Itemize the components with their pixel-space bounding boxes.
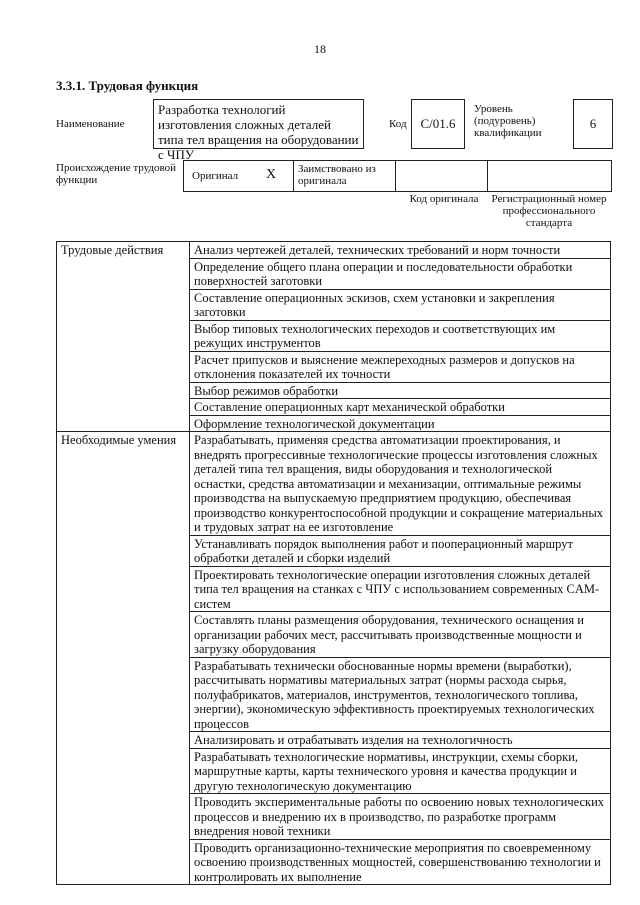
skill-item: Разрабатывать, применяя средства автоматизации проектирования, и внедрять прогрессивные технологические процессы изготовления сложных деталей типа тел вращения, виды оборудования и технологической оснастки, средства автоматизации и механизации, оптимальные режимы производства на выпускаемую предприятием продукцию, обеспечивая производство конкурентоспособной продукции и сокращение материальных и трудовых затрат на ее изготовление xyxy=(190,432,611,536)
labor-action-item: Выбор типовых технологических переходов и соответствующих им режущих инструментов xyxy=(190,320,611,351)
labor-action-item: Анализ чертежей деталей, технических требований и норм точности xyxy=(190,242,611,259)
labor-action-row xyxy=(57,242,611,259)
origin-reg-number-cell xyxy=(488,161,612,191)
function-name-box: Разработка технологий изготовления сложных деталей типа тел вращения на оборудовании с ЧПУ xyxy=(153,99,364,149)
labor-action-item: Определение общего плана операции и последовательности обработки поверхностей заготовки xyxy=(190,258,611,289)
origin-original-mark: X xyxy=(266,167,277,182)
qualification-level-box: 6 xyxy=(573,99,613,149)
code-value-box: C/01.6 xyxy=(411,99,465,149)
skill-item: Проводить организационно-технические мероприятия по своевременному освоению производственных мощностей, совершенствованию технологии и контролировать их выполнение xyxy=(190,839,611,885)
labor-action-category: Трудовые действия xyxy=(57,242,190,432)
skill-item: Проводить экспериментальные работы по освоению новых технологических процессов и внедрению их в производство, по разработке программ внедрения новой техники xyxy=(190,794,611,840)
skill-item: Разрабатывать технологические нормативы, инструкции, схемы сборки, маршрутные карты, карты технического уровня и качества продукции и другую технологическую документацию xyxy=(190,748,611,794)
origin-row xyxy=(183,160,612,192)
labor-action-item: Расчет припусков и выяснение межпереходных размеров и допусков на отклонения показателей их точности xyxy=(190,351,611,382)
skill-item: Разрабатывать технически обоснованные нормы времени (выработки), рассчитывать нормативы материальных затрат (нормы расхода сырья, полуфабрикатов, материалов, инструментов, технологического топлива, энергии), экономическую эффективность проектируемых технологических процессов xyxy=(190,657,611,732)
section-title: 3.3.1. Трудовая функция xyxy=(56,78,199,93)
caption-registration-number: Регистрационный номер профессионального стандарта xyxy=(491,193,607,229)
origin-original-label: Оригинал xyxy=(192,170,239,182)
name-label: Наименование xyxy=(56,118,125,130)
skill-item: Составлять планы размещения оборудования, технического оснащения и организации рабочих мест, рассчитывать производственные мощности и загрузку оборудования xyxy=(190,612,611,658)
origin-borrowed-label: Заимствовано из оригинала xyxy=(298,163,376,187)
skill-item: Проектировать технологические операции изготовления сложных деталей типа тел вращения на станках с ЧПУ с использованием современных CAM-систем xyxy=(190,566,611,612)
origin-original-cell xyxy=(184,161,294,191)
labor-action-item: Составление операционных карт механической обработки xyxy=(190,399,611,416)
skill-item: Устанавливать порядок выполнения работ и пооперационный маршрут обработки деталей и сборки изделий xyxy=(190,535,611,566)
labor-action-item: Выбор режимов обработки xyxy=(190,382,611,399)
skill-category: Необходимые умения xyxy=(57,432,190,885)
page-number: 18 xyxy=(314,42,326,56)
skill-item: Анализировать и отрабатывать изделия на технологичность xyxy=(190,732,611,749)
labor-action-item: Составление операционных эскизов, схем установки и закрепления заготовки xyxy=(190,289,611,320)
caption-original-code: Код оригинала xyxy=(409,193,479,205)
skill-row xyxy=(57,432,611,536)
labor-action-item: Оформление технологической документации xyxy=(190,415,611,432)
function-table xyxy=(56,241,611,885)
origin-label: Происхождение трудовой функции xyxy=(56,162,177,186)
origin-code-cell xyxy=(396,161,488,191)
origin-borrowed-cell xyxy=(294,161,396,191)
code-label: Код xyxy=(389,118,407,130)
qualification-level-label: Уровень (подуровень) квалификации xyxy=(474,103,542,139)
